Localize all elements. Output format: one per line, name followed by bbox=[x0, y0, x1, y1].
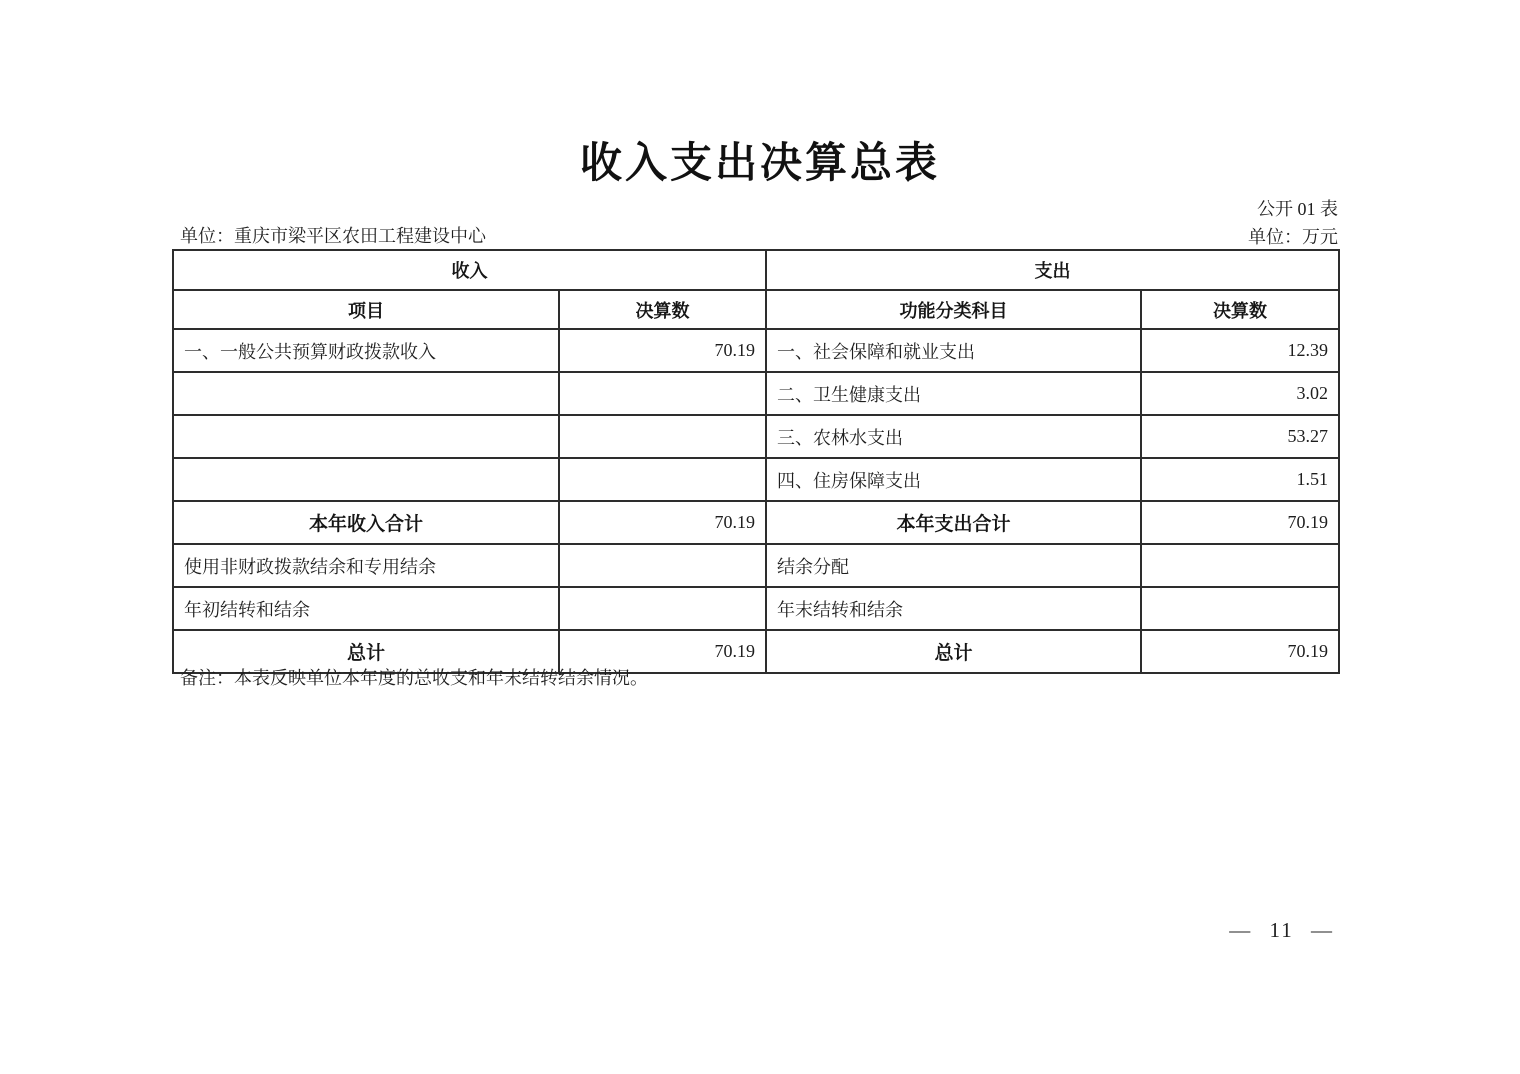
expenditure-amount-cell: 12.39 bbox=[1141, 329, 1339, 372]
expenditure-grand-total-amount: 70.19 bbox=[1141, 630, 1339, 673]
income-item-cell: 年初结转和结余 bbox=[173, 587, 559, 630]
footnote: 备注：本表反映单位本年度的总收支和年末结转结余情况。 bbox=[180, 668, 648, 688]
table-row bbox=[173, 372, 1339, 415]
expenditure-item-cell: 一、社会保障和就业支出 bbox=[766, 329, 1141, 372]
expenditure-section-header: 支出 bbox=[766, 250, 1339, 290]
currency-unit-label: 单位：万元 bbox=[1248, 227, 1338, 247]
expenditure-total-label: 本年支出合计 bbox=[766, 501, 1141, 544]
expenditure-item-cell: 四、住房保障支出 bbox=[766, 458, 1141, 501]
expenditure-item-cell: 结余分配 bbox=[766, 544, 1141, 587]
expenditure-amount-cell: 1.51 bbox=[1141, 458, 1339, 501]
expenditure-amount-cell: 3.02 bbox=[1141, 372, 1339, 415]
section-header-row bbox=[173, 250, 1339, 290]
total-row-current-year bbox=[173, 501, 1339, 544]
income-grand-total-label: 总计 bbox=[173, 630, 559, 673]
income-item-cell bbox=[173, 458, 559, 501]
table-row bbox=[173, 544, 1339, 587]
expenditure-amount-cell bbox=[1141, 544, 1339, 587]
income-item-cell bbox=[173, 415, 559, 458]
income-item-cell bbox=[173, 372, 559, 415]
table-number-label: 公开 01 表 bbox=[1257, 199, 1338, 219]
table-row bbox=[173, 458, 1339, 501]
income-total-amount: 70.19 bbox=[559, 501, 766, 544]
expenditure-total-amount: 70.19 bbox=[1141, 501, 1339, 544]
income-item-cell: 使用非财政拨款结余和专用结余 bbox=[173, 544, 559, 587]
expenditure-item-cell: 三、农林水支出 bbox=[766, 415, 1141, 458]
income-amount-cell bbox=[559, 458, 766, 501]
expenditure-amount-cell bbox=[1141, 587, 1339, 630]
income-amount-cell bbox=[559, 587, 766, 630]
page-number: — 11 — bbox=[1229, 918, 1334, 942]
income-amount-cell bbox=[559, 372, 766, 415]
expenditure-amount-cell: 53.27 bbox=[1141, 415, 1339, 458]
table-row bbox=[173, 329, 1339, 372]
page-title: 收入支出决算总表 bbox=[579, 141, 940, 187]
income-total-label: 本年收入合计 bbox=[173, 501, 559, 544]
income-grand-total-amount: 70.19 bbox=[559, 630, 766, 673]
income-amount-cell bbox=[559, 544, 766, 587]
expenditure-grand-total-label: 总计 bbox=[766, 630, 1141, 673]
income-section-header: 收入 bbox=[173, 250, 766, 290]
income-expenditure-summary-table bbox=[172, 249, 1340, 674]
income-amount-cell bbox=[559, 415, 766, 458]
expenditure-item-cell: 二、卫生健康支出 bbox=[766, 372, 1141, 415]
income-amount-cell: 70.19 bbox=[559, 329, 766, 372]
expenditure-item-cell: 年末结转和结余 bbox=[766, 587, 1141, 630]
income-amount-column-header: 决算数 bbox=[559, 290, 766, 329]
income-item-column-header: 项目 bbox=[173, 290, 559, 329]
table-row bbox=[173, 415, 1339, 458]
expenditure-amount-column-header: 决算数 bbox=[1141, 290, 1339, 329]
column-header-row bbox=[173, 290, 1339, 329]
table-row bbox=[173, 587, 1339, 630]
expenditure-item-column-header: 功能分类科目 bbox=[766, 290, 1141, 329]
org-unit-label: 单位：重庆市梁平区农田工程建设中心 bbox=[180, 226, 486, 246]
income-item-cell: 一、一般公共预算财政拨款收入 bbox=[173, 329, 559, 372]
